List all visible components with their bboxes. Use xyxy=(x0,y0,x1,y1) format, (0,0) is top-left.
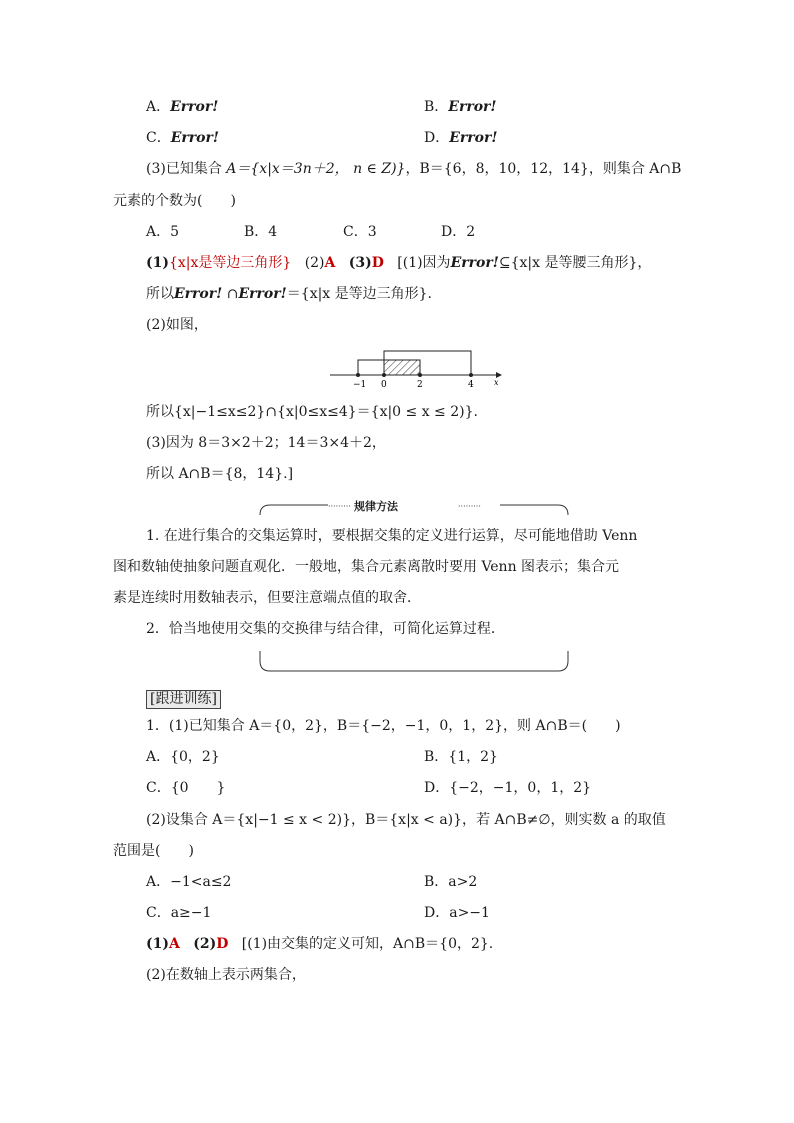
practice-answer-part2: D xyxy=(216,936,229,952)
practice-q2-option-c: C．a≥−1 xyxy=(146,905,212,921)
point-2 xyxy=(418,373,422,377)
option-d xyxy=(424,129,498,147)
answer1-expl-prefix: [(1)因为 xyxy=(397,255,451,271)
practice-answer-part1-num: (1) xyxy=(146,936,169,952)
option-b-value: Error! xyxy=(448,99,497,115)
answer1-line2-error1: Error! xyxy=(174,286,223,302)
answer1-line2 xyxy=(146,285,432,303)
practice-label xyxy=(146,690,221,709)
practice-q1-option-d: D．{−2，−1，0，1，2} xyxy=(424,780,592,796)
q3-stem-prefix: (3)已知集合 xyxy=(146,161,227,177)
answer1-line4: 所以{x|−1≤x≤2}∩{x|0≤x≤4}＝{x|0 ≤ x ≤ 2)}. xyxy=(146,404,478,420)
tick-label-2: 2 xyxy=(417,380,423,390)
q3-option-b: B．4 xyxy=(244,224,278,240)
answer1-expl-error: Error! xyxy=(450,255,499,271)
method-box-bottom-border xyxy=(258,649,570,673)
answer1-line2-cap: ∩ xyxy=(222,286,239,302)
answer1-part1-answer: {x|x是等边三角形} xyxy=(169,255,292,271)
practice-q2-stem-line2: 范围是( ) xyxy=(113,843,194,859)
point-4 xyxy=(469,373,473,377)
practice-answer-line2: (2)在数轴上表示两集合， xyxy=(146,967,306,983)
answer1-part2-num: (2) xyxy=(304,255,325,271)
point-neg1 xyxy=(356,373,360,377)
answer1-part3-num: (3) xyxy=(348,255,372,271)
answer1-line2-error2: Error! xyxy=(238,286,287,302)
axis-label-x: x xyxy=(494,378,499,387)
q3-option-a: A．5 xyxy=(146,224,180,240)
method-p2: 2．恰当地使用交集的交换律与结合律，可简化运算过程． xyxy=(146,621,505,637)
answer1-part2-answer: A xyxy=(324,255,336,271)
option-b-label: B． xyxy=(424,99,449,115)
option-b xyxy=(424,98,497,116)
method-box-title: 规律方法 xyxy=(354,500,398,513)
practice-answer-explanation: [(1)由交集的定义可知，A∩B＝{0，2}. xyxy=(241,936,494,952)
method-p1-line3: 素是连续时用数轴表示，但要注意端点值的取舍． xyxy=(113,590,421,606)
practice-label-text: [跟进训练] xyxy=(146,690,221,709)
q3-set-a: A＝{x|x＝3n＋2， n ∈ Z)} xyxy=(226,161,406,177)
option-c xyxy=(146,129,219,147)
q3-option-d: D．2 xyxy=(441,224,476,240)
option-a-label: A． xyxy=(146,99,171,115)
number-line-figure xyxy=(326,345,506,391)
answer1-part3-answer: D xyxy=(371,255,384,271)
method-p1-line2: 图和数轴使抽象问题直观化．一般地，集合元素离散时要用 Venn 图表示；集合元 xyxy=(113,559,620,575)
q3-stem-line2: 元素的个数为( ) xyxy=(113,193,236,209)
q3-option-c: C．3 xyxy=(343,224,377,240)
practice-q1-option-b: B．{1，2} xyxy=(424,749,498,765)
practice-q2-option-d: D．a>−1 xyxy=(424,905,490,921)
practice-q2-stem-line1: (2)设集合 A＝{x|−1 ≤ x < 2)}，B＝{x|x < a)}，若 A∩B≠∅，则实数 a 的取值 xyxy=(146,812,666,828)
answer1-line1 xyxy=(146,254,651,272)
answer1-line2-suffix: ＝{x|x 是等边三角形}. xyxy=(286,286,433,302)
option-c-label: C． xyxy=(146,130,171,146)
method-box-top-border xyxy=(258,494,570,516)
intersection-shading xyxy=(384,360,420,375)
answer1-line5: (3)因为 8＝3×2＋2；14＝3×4＋2， xyxy=(146,435,386,451)
option-c-value: Error! xyxy=(170,130,220,146)
practice-answer-part1: A xyxy=(169,936,180,952)
option-d-label: D． xyxy=(424,130,450,146)
tick-label-neg1: −1 xyxy=(353,380,367,390)
option-a-value: Error! xyxy=(170,99,219,115)
q3-stem-line1 xyxy=(146,160,681,178)
option-d-value: Error! xyxy=(449,130,498,146)
answer1-part1-num: (1) xyxy=(146,255,169,271)
svg-text:·········: ········· xyxy=(458,502,481,511)
svg-text:·········: ········· xyxy=(328,502,351,511)
tick-label-0: 0 xyxy=(381,380,387,390)
practice-q1-stem: 1．(1)已知集合 A＝{0，2}，B＝{−2，−1，0，1，2}，则 A∩B＝( ) xyxy=(146,718,621,734)
answer1-line2-prefix: 所以 xyxy=(146,286,174,302)
tick-label-4: 4 xyxy=(468,380,474,390)
practice-answer-line1 xyxy=(146,935,493,953)
practice-q1-option-c: C．{0 } xyxy=(146,780,226,796)
practice-answer-part2-num: (2) xyxy=(193,936,217,952)
answer1-line6: 所以 A∩B＝{8，14}.] xyxy=(146,466,294,482)
method-p1-line1: 1. 在进行集合的交集运算时，要根据交集的定义进行运算，尽可能地借助 Venn xyxy=(146,528,638,544)
point-0 xyxy=(382,373,386,377)
answer1-line3: (2)如图， xyxy=(146,317,208,333)
option-a xyxy=(146,98,218,116)
q3-stem-suffix: ，B＝{6，8，10，12，14}，则集合 A∩B xyxy=(405,161,682,177)
practice-q2-option-b: B．a>2 xyxy=(424,874,478,890)
practice-q2-option-a: A．−1<a≤2 xyxy=(146,874,232,890)
answer1-expl-suffix: ⊆{x|x 是等腰三角形}， xyxy=(498,255,652,271)
practice-q1-option-a: A．{0，2} xyxy=(146,749,220,765)
